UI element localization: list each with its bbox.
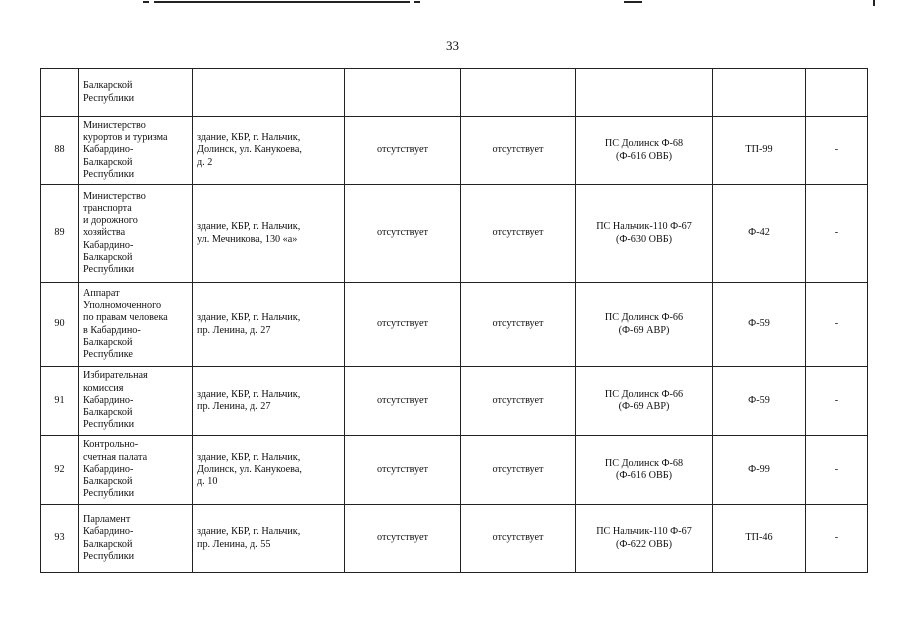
transformer-point: Ф-42 bbox=[713, 185, 806, 283]
autonomous-source: отсутствует bbox=[461, 283, 576, 367]
facility-address bbox=[193, 69, 345, 117]
transformer-point: ТП-46 bbox=[713, 505, 806, 573]
scan-artifact-line bbox=[414, 1, 420, 3]
facility-name: Министерство транспорта и дорожного хозяйства Кабардино- Балкарской Республики bbox=[79, 185, 193, 283]
power-substation: ПС Нальчик-110 Ф-67 (Ф-622 ОВБ) bbox=[576, 505, 713, 573]
row-number: 88 bbox=[41, 117, 79, 185]
transformer-point: Ф-59 bbox=[713, 283, 806, 367]
facility-address: здание, КБР, г. Нальчик, Долинск, ул. Канукоева, д. 2 bbox=[193, 117, 345, 185]
facilities-table bbox=[40, 68, 868, 573]
table-row bbox=[41, 436, 868, 505]
table-body bbox=[41, 69, 868, 573]
table-row bbox=[41, 69, 868, 117]
row-number: 91 bbox=[41, 367, 79, 436]
transformer-point: Ф-99 bbox=[713, 436, 806, 505]
facility-name: Министерство курортов и туризма Кабардино- Балкарской Республики bbox=[79, 117, 193, 185]
reserve-source: отсутствует bbox=[345, 505, 461, 573]
row-number: 93 bbox=[41, 505, 79, 573]
power-substation: ПС Долинск Ф-68 (Ф-616 ОВБ) bbox=[576, 436, 713, 505]
scan-artifact-line bbox=[154, 1, 410, 3]
facility-name: Контрольно- счетная палата Кабардино- Балкарской Республики bbox=[79, 436, 193, 505]
power-substation: ПС Долинск Ф-66 (Ф-69 АВР) bbox=[576, 367, 713, 436]
facility-address: здание, КБР, г. Нальчик, ул. Мечникова, 130 «а» bbox=[193, 185, 345, 283]
autonomous-source: отсутствует bbox=[461, 505, 576, 573]
reserve-source: отсутствует bbox=[345, 367, 461, 436]
facility-name: Парламент Кабардино- Балкарской Республики bbox=[79, 505, 193, 573]
power-substation: ПС Нальчик-110 Ф-67 (Ф-630 ОВБ) bbox=[576, 185, 713, 283]
note-cell: - bbox=[806, 117, 868, 185]
transformer-point: ТП-99 bbox=[713, 117, 806, 185]
facility-name: Балкарской Республики bbox=[79, 69, 193, 117]
autonomous-source: отсутствует bbox=[461, 367, 576, 436]
facility-address: здание, КБР, г. Нальчик, пр. Ленина, д. 27 bbox=[193, 367, 345, 436]
row-number: 90 bbox=[41, 283, 79, 367]
power-substation bbox=[576, 69, 713, 117]
facility-address: здание, КБР, г. Нальчик, пр. Ленина, д. 27 bbox=[193, 283, 345, 367]
autonomous-source: отсутствует bbox=[461, 117, 576, 185]
reserve-source: отсутствует bbox=[345, 436, 461, 505]
autonomous-source: отсутствует bbox=[461, 436, 576, 505]
note-cell: - bbox=[806, 436, 868, 505]
note-cell: - bbox=[806, 367, 868, 436]
reserve-source: отсутствует bbox=[345, 117, 461, 185]
note-cell: - bbox=[806, 505, 868, 573]
scan-artifact-tick bbox=[873, 0, 875, 6]
page-number: 33 bbox=[446, 38, 459, 53]
reserve-source bbox=[345, 69, 461, 117]
scan-artifact-line bbox=[143, 1, 149, 3]
facility-address: здание, КБР, г. Нальчик, Долинск, ул. Канукоева, д. 10 bbox=[193, 436, 345, 505]
table-row bbox=[41, 185, 868, 283]
reserve-source: отсутствует bbox=[345, 185, 461, 283]
row-number: 92 bbox=[41, 436, 79, 505]
note-cell bbox=[806, 69, 868, 117]
transformer-point: Ф-59 bbox=[713, 367, 806, 436]
power-substation: ПС Долинск Ф-66 (Ф-69 АВР) bbox=[576, 283, 713, 367]
facility-name: Аппарат Уполномоченного по правам человека в Кабардино- Балкарской Республике bbox=[79, 283, 193, 367]
table-row bbox=[41, 505, 868, 573]
autonomous-source: отсутствует bbox=[461, 185, 576, 283]
reserve-source: отсутствует bbox=[345, 283, 461, 367]
note-cell: - bbox=[806, 283, 868, 367]
row-number bbox=[41, 69, 79, 117]
table-row bbox=[41, 117, 868, 185]
autonomous-source bbox=[461, 69, 576, 117]
facility-address: здание, КБР, г. Нальчик, пр. Ленина, д. 55 bbox=[193, 505, 345, 573]
note-cell: - bbox=[806, 185, 868, 283]
table-row bbox=[41, 367, 868, 436]
power-substation: ПС Долинск Ф-68 (Ф-616 ОВБ) bbox=[576, 117, 713, 185]
row-number: 89 bbox=[41, 185, 79, 283]
transformer-point bbox=[713, 69, 806, 117]
scan-artifact-line bbox=[624, 1, 642, 3]
table-row bbox=[41, 283, 868, 367]
facility-name: Избирательная комиссия Кабардино- Балкарской Республики bbox=[79, 367, 193, 436]
